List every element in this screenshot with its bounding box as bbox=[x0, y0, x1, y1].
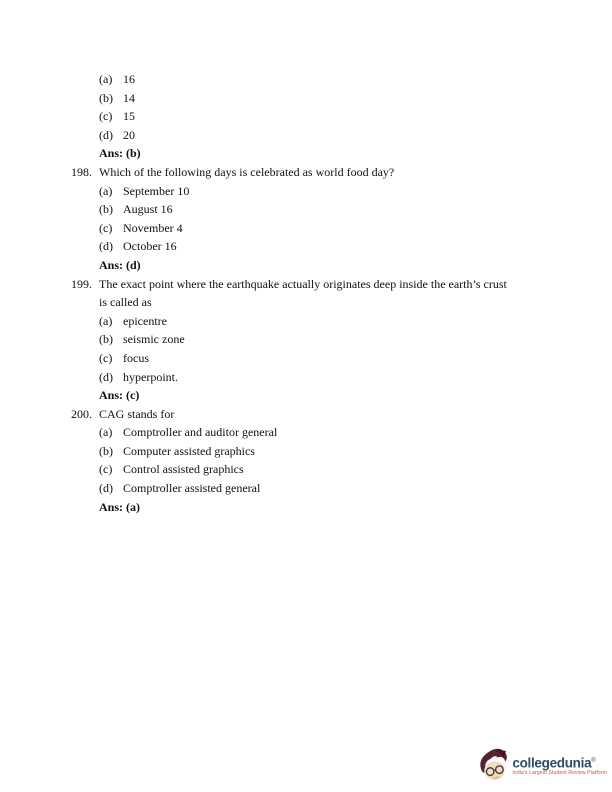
question-number: 199. bbox=[71, 276, 92, 291]
collegedunia-logo bbox=[477, 747, 607, 785]
option-text: August 16 bbox=[123, 202, 173, 217]
question-block bbox=[71, 405, 516, 517]
option-row bbox=[99, 423, 516, 442]
question-line bbox=[71, 163, 516, 182]
option-label: (b) bbox=[99, 202, 113, 217]
option-row bbox=[99, 126, 516, 145]
option-text: November 4 bbox=[123, 220, 183, 235]
option-text: Comptroller assisted general bbox=[123, 481, 261, 496]
option-label: (d) bbox=[99, 369, 113, 384]
option-label: (a) bbox=[99, 72, 113, 86]
option-text: September 10 bbox=[123, 183, 190, 198]
option-label: (b) bbox=[99, 90, 113, 105]
option-text: hyperpoint. bbox=[123, 369, 178, 384]
option-text: seismic zone bbox=[123, 332, 185, 347]
option-row bbox=[99, 200, 516, 219]
option-label: (b) bbox=[99, 443, 113, 458]
logo-text-block bbox=[512, 755, 607, 777]
option-text: focus bbox=[123, 350, 149, 365]
registered-mark: ® bbox=[591, 758, 596, 765]
questions-list bbox=[71, 70, 516, 516]
option-label: (c) bbox=[99, 462, 113, 477]
option-text: 14 bbox=[123, 90, 135, 105]
option-text: 16 bbox=[123, 72, 135, 86]
option-row bbox=[99, 479, 516, 498]
option-label: (a) bbox=[99, 425, 113, 440]
question-number: 200. bbox=[71, 406, 92, 421]
option-label: (d) bbox=[99, 239, 113, 254]
option-label: (a) bbox=[99, 183, 113, 198]
option-row bbox=[99, 182, 516, 201]
question-block bbox=[71, 163, 516, 275]
option-row bbox=[99, 219, 516, 238]
option-label: (c) bbox=[99, 350, 113, 365]
option-text: epicentre bbox=[123, 313, 167, 328]
option-text: Comptroller and auditor general bbox=[123, 425, 278, 440]
option-row bbox=[99, 237, 516, 256]
question-number: 198. bbox=[71, 164, 92, 179]
option-row bbox=[99, 349, 516, 368]
question-text: The exact point where the earthquake actually originates deep inside the earth’s crust is called as bbox=[99, 276, 507, 310]
question-text: CAG stands for bbox=[99, 406, 175, 421]
option-row bbox=[99, 312, 516, 331]
question-text: Which of the following days is celebrated as world food day? bbox=[99, 164, 395, 179]
option-row bbox=[99, 330, 516, 349]
option-label: (b) bbox=[99, 332, 113, 347]
option-label: (c) bbox=[99, 109, 113, 124]
logo-tagline: India's Largest Student Review Platform bbox=[512, 769, 607, 776]
answer-text: Ans: (d) bbox=[99, 257, 141, 272]
option-row bbox=[99, 89, 516, 108]
option-row bbox=[99, 107, 516, 126]
question-block bbox=[71, 275, 516, 405]
option-label: (d) bbox=[99, 127, 113, 142]
option-text: 20 bbox=[123, 127, 135, 142]
option-text: October 16 bbox=[123, 239, 177, 254]
option-label: (a) bbox=[99, 313, 113, 328]
question-block bbox=[71, 70, 516, 163]
option-text: 15 bbox=[123, 109, 135, 124]
option-label: (d) bbox=[99, 481, 113, 496]
logo-name: collegedunia® bbox=[512, 755, 596, 771]
option-text: Computer assisted graphics bbox=[123, 443, 255, 458]
option-row bbox=[99, 368, 516, 387]
option-row bbox=[99, 442, 516, 461]
answer-text: Ans: (c) bbox=[99, 388, 140, 403]
question-line bbox=[71, 275, 516, 312]
option-row bbox=[99, 460, 516, 479]
answer-text: Ans: (a) bbox=[99, 499, 140, 514]
option-label: (c) bbox=[99, 220, 113, 235]
option-text: Control assisted graphics bbox=[123, 462, 244, 477]
question-line bbox=[71, 405, 516, 424]
answer-text: Ans: (b) bbox=[99, 146, 141, 161]
option-row bbox=[99, 70, 516, 89]
mascot-icon bbox=[477, 747, 511, 785]
